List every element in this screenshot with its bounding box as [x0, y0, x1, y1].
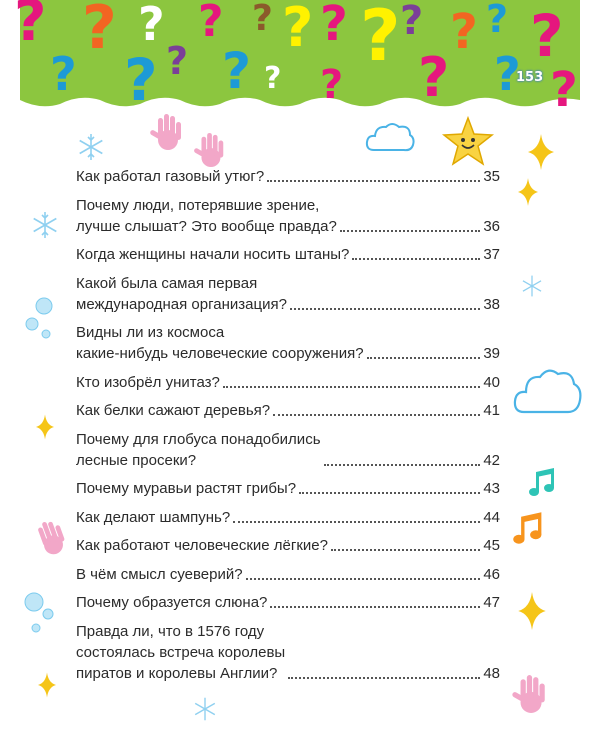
toc-entry[interactable]	[76, 273, 500, 315]
toc-entry-page-number: 38	[483, 295, 500, 313]
toc-dot-leader	[270, 606, 480, 608]
toc-entry[interactable]	[76, 166, 500, 187]
toc-dot-leader	[273, 414, 480, 416]
toc-entry-title	[76, 273, 287, 315]
question-mark-icon: ?	[124, 46, 158, 114]
toc-dot-leader	[233, 521, 480, 523]
question-mark-icon: ?	[360, 0, 401, 77]
toc-entry-title	[76, 535, 328, 556]
toc-entry-page-number: 48	[483, 664, 500, 682]
question-mark-icon: ?	[166, 39, 189, 83]
page-number: 153	[516, 70, 544, 85]
sparkle-icon	[36, 414, 54, 440]
toc-entry-title	[76, 244, 349, 265]
toc-entry-title	[76, 372, 220, 393]
toc-entry-title	[76, 166, 264, 187]
header-banner	[14, 0, 580, 118]
handprint-icon	[32, 518, 68, 558]
toc-dot-leader	[267, 180, 480, 182]
question-mark-icon: ?	[198, 0, 224, 47]
snowflake-icon	[30, 210, 60, 240]
toc-entry-page-number: 39	[483, 345, 500, 362]
toc-entry-title-line: состоялась встреча королевы	[76, 643, 286, 661]
toc-entry-title-line: Почему для глобуса понадобились	[76, 430, 321, 448]
toc-entry-title	[76, 478, 296, 499]
toc-entry-title	[76, 507, 230, 528]
toc-entry[interactable]	[76, 478, 500, 499]
toc-entry-page-number: 37	[483, 246, 500, 263]
toc-entry-page-number: 42	[483, 451, 500, 469]
toc-entry-title-line: Как работают человеческие лёгкие?	[76, 537, 328, 554]
toc-dot-leader	[288, 677, 480, 679]
snowflake-icon	[76, 132, 106, 162]
toc-entry-title	[76, 195, 337, 237]
toc-entry-title	[76, 429, 321, 471]
toc-entry-page-number: 41	[483, 402, 500, 419]
question-mark-icon: ?	[252, 0, 273, 39]
question-mark-icon: ?	[282, 0, 314, 59]
cloud-icon	[512, 362, 584, 418]
question-mark-icon: ?	[450, 4, 478, 60]
toc-dot-leader	[324, 464, 481, 466]
bubble-icon	[22, 590, 56, 636]
toc-entry[interactable]	[76, 322, 500, 364]
cloud-icon	[364, 120, 416, 154]
toc-entry-title-line: Почему люди, потерявшие зрение,	[76, 196, 320, 214]
toc-entry-page-number: 43	[483, 480, 500, 497]
sparkle-icon	[518, 592, 546, 630]
handprint-icon	[510, 672, 550, 716]
toc-entry-title-line: пиратов и королевы Англии?	[76, 664, 278, 682]
toc-dot-leader	[299, 492, 480, 494]
toc-entry[interactable]	[76, 621, 500, 684]
toc-entry-title-line: международная организация?	[76, 295, 287, 313]
toc-dot-leader	[352, 258, 480, 260]
question-mark-icon: ?	[320, 0, 348, 52]
question-mark-icon: ?	[82, 0, 117, 63]
toc-dot-leader	[340, 230, 480, 232]
toc-entry-title-line: Как работал газовый утюг?	[76, 168, 265, 185]
toc-entry[interactable]	[76, 244, 500, 265]
toc-entry-title-line: Как делают шампунь?	[76, 508, 231, 526]
sparkle-icon	[518, 178, 538, 206]
sparkle-icon	[528, 134, 554, 170]
toc-dot-leader	[367, 357, 481, 359]
toc-entry[interactable]	[76, 535, 500, 556]
toc-entry-title-line: Кто изобрёл унитаз?	[76, 373, 220, 391]
question-mark-icon: ?	[320, 62, 344, 108]
toc-entry-title-line: лесные просеки?	[76, 451, 197, 469]
question-mark-pattern	[14, 0, 580, 118]
toc-entry-page-number: 36	[483, 217, 500, 235]
toc-entry-page-number: 45	[483, 537, 500, 554]
table-of-contents	[76, 166, 500, 691]
toc-dot-leader	[290, 308, 480, 310]
toc-entry-title-line: Как белки сажают деревья?	[76, 402, 271, 419]
toc-dot-leader	[223, 386, 480, 388]
toc-dot-leader	[331, 549, 480, 551]
handprint-icon	[148, 112, 186, 152]
toc-entry-page-number: 46	[483, 565, 500, 583]
question-mark-icon: ?	[550, 62, 578, 118]
toc-entry-title	[76, 621, 285, 684]
music-note-icon	[528, 466, 558, 498]
question-mark-icon: ?	[222, 42, 252, 100]
toc-entry-title-line: Видны ли из космоса	[76, 324, 225, 341]
sparkle-icon	[38, 672, 56, 698]
toc-entry-page-number: 44	[483, 508, 500, 526]
toc-entry-title-line: Когда женщины начали носить штаны?	[76, 246, 350, 263]
question-mark-icon: ?	[138, 0, 165, 51]
toc-entry-title	[76, 322, 364, 364]
question-mark-icon: ?	[264, 61, 282, 96]
bubble-icon	[24, 296, 58, 342]
toc-entry-title-line: Почему образуется слюна?	[76, 594, 268, 611]
toc-entry[interactable]	[76, 592, 500, 613]
snowflake-icon	[192, 696, 218, 722]
toc-entry-title-line: Какой была самая первая	[76, 274, 258, 292]
toc-entry-title-line: Почему муравьи растят грибы?	[76, 480, 297, 497]
toc-entry[interactable]	[76, 564, 500, 585]
toc-entry-page-number: 40	[483, 373, 500, 391]
question-mark-icon: ?	[494, 47, 521, 101]
toc-entry-title-line: Правда ли, что в 1576 году	[76, 622, 265, 640]
toc-entry-page-number: 35	[483, 168, 500, 185]
handprint-icon	[192, 130, 228, 170]
toc-dot-leader	[246, 578, 481, 580]
toc-entry-title	[76, 592, 267, 613]
snowflake-icon	[520, 274, 544, 298]
star-face-icon	[442, 116, 494, 166]
toc-entry[interactable]	[76, 429, 500, 471]
toc-entry[interactable]	[76, 372, 500, 393]
toc-entry-title-line: какие-нибудь человеческие сооружения?	[76, 345, 364, 362]
question-mark-icon: ?	[530, 2, 564, 70]
toc-entry[interactable]	[76, 400, 500, 421]
question-mark-icon: ?	[418, 46, 450, 109]
toc-entry-title	[76, 400, 270, 421]
toc-entry[interactable]	[76, 195, 500, 237]
toc-entry-title-line: лучше слышат? Это вообще правда?	[76, 217, 337, 235]
question-mark-icon: ?	[50, 47, 77, 101]
toc-entry[interactable]	[76, 507, 500, 528]
toc-entry-title-line: В чём смысл суеверий?	[76, 565, 243, 583]
music-note-icon	[512, 510, 546, 546]
toc-entry-title	[76, 564, 243, 585]
question-mark-icon: ?	[400, 0, 424, 44]
toc-entry-page-number: 47	[483, 594, 500, 611]
question-mark-icon: ?	[14, 0, 47, 54]
question-mark-icon: ?	[486, 0, 509, 41]
